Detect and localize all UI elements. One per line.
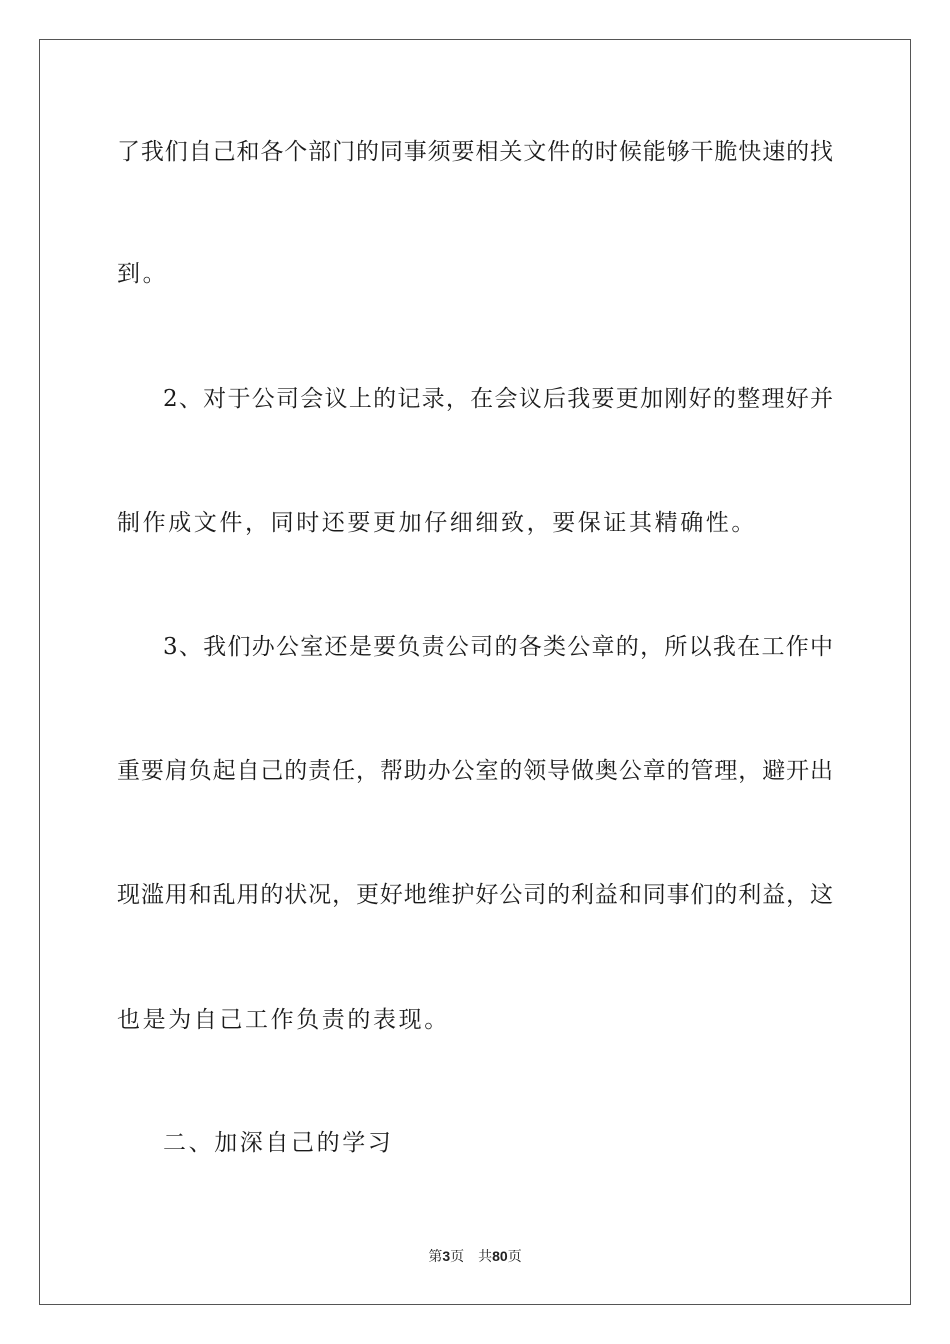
footer-page-prefix: 第 bbox=[428, 1249, 443, 1265]
body-text-line: 了我们自己和各个部门的同事须要相关文件的时候能够干脆快速的找 bbox=[117, 139, 833, 165]
body-text-line: 3、我们办公室还是要负责公司的各类公章的，所以我在工作中 bbox=[163, 634, 833, 660]
footer-page-number: 3 bbox=[442, 1248, 451, 1264]
body-text-line: 制作成文件，同时还要更加仔细细致，要保证其精确性。 bbox=[117, 510, 757, 536]
section-heading: 二、加深自己的学习 bbox=[163, 1130, 394, 1156]
footer-total-suffix: 页 bbox=[507, 1249, 522, 1265]
body-text-line: 现滥用和乱用的状况，更好地维护好公司的利益和同事们的利益，这 bbox=[117, 882, 833, 908]
body-text-line: 到。 bbox=[117, 261, 169, 287]
body-text-line: 也是为自己工作负责的表现。 bbox=[117, 1007, 450, 1033]
body-text-line: 重要肩负起自己的责任，帮助办公室的领导做奥公章的管理，避开出 bbox=[117, 758, 833, 784]
page-border bbox=[39, 39, 911, 1305]
page-footer bbox=[0, 1246, 950, 1267]
footer-total-prefix: 共 bbox=[478, 1249, 493, 1265]
footer-page-suffix: 页 bbox=[450, 1249, 465, 1265]
body-text-line: 2、对于公司会议上的记录，在会议后我要更加刚好的整理好并 bbox=[163, 386, 833, 412]
footer-total-pages: 80 bbox=[492, 1248, 508, 1264]
